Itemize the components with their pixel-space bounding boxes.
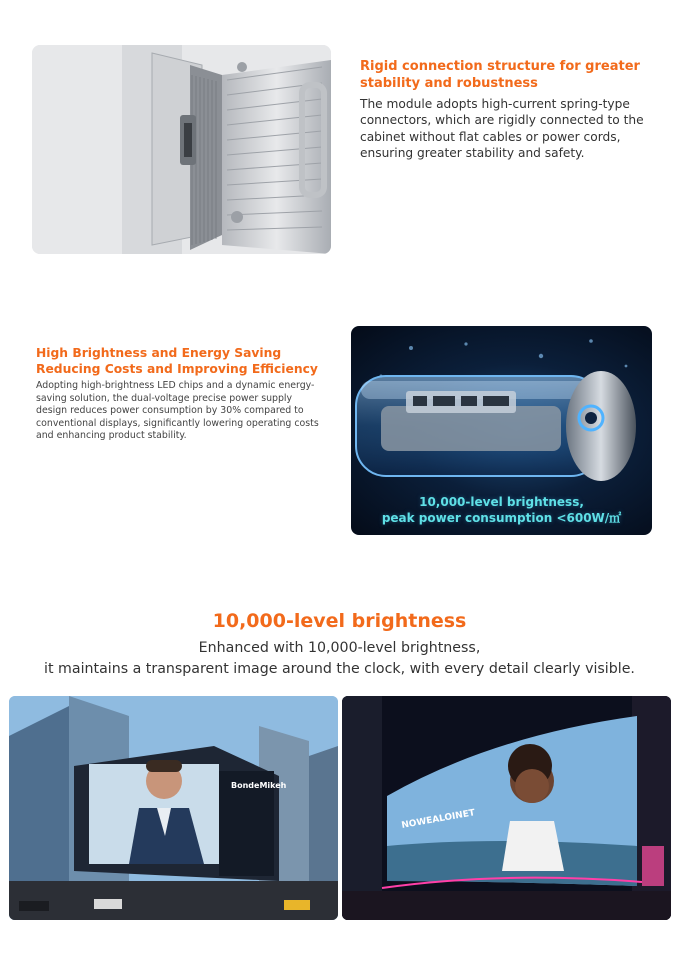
- brightness-caption: [351, 494, 652, 526]
- section3-subtitle-line2: it maintains a transparent image around the clock, with every detail clearly visible.: [44, 661, 635, 677]
- left-billboard-text: BondeMikeh: [231, 781, 287, 790]
- section1-title: Rigid connection structure for greater stability and robustness: [360, 59, 640, 91]
- section3-subtitle: [0, 638, 679, 680]
- led-module-brightness-image: [351, 326, 652, 535]
- right-billboard-text: NOWEALOINET: [400, 808, 476, 831]
- section2-title: High Brightness and Energy Saving Reducing Costs and Improving Efficiency: [36, 346, 318, 376]
- brightness-caption-line2: peak power consumption <600W/㎡: [381, 511, 622, 525]
- section1-body: The module adopts high-current spring-type connectors, which are rigidly connected to the cabinet without flat cables or power cords, ensuring greater stability and safety.: [360, 97, 644, 161]
- brightness-caption-line1: 10,000-level brightness,: [419, 495, 584, 509]
- section3-title: 10,000-level brightness: [212, 610, 467, 632]
- section2-body: Adopting high-brightness LED chips and a dynamic energy-saving solution, the dual-voltage precise power supply design reduces power consumption by 30% compared to conventional displays, significantly lowering operating costs and enhancing product stability.: [36, 380, 319, 442]
- daytime-billboard-photo: [9, 696, 338, 920]
- section3-subtitle-line1: Enhanced with 10,000-level brightness,: [198, 640, 481, 656]
- night-billboard-photo: [342, 696, 671, 920]
- cabinet-structure-image: [32, 45, 331, 254]
